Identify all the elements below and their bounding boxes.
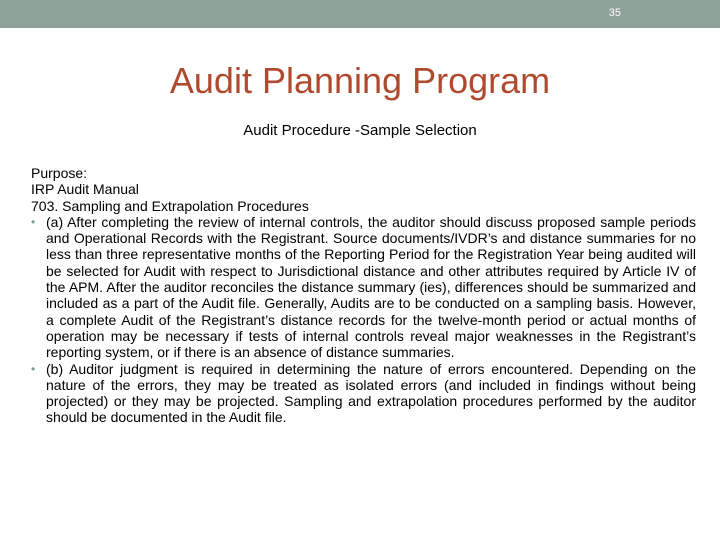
slide-subtitle: Audit Procedure -Sample Selection [243,122,477,139]
bullet-dot-icon: • [31,214,36,229]
top-bar [0,0,720,28]
section-heading: 703. Sampling and Extrapolation Procedures [31,197,309,214]
purpose-label: Purpose: [31,165,88,181]
bullet-item [31,361,696,426]
manual-name: IRP Audit Manual [31,181,139,198]
bullet-text-a: (a) After completing the review of internal controls, the auditor should discuss proposed sample periods and Operational Records with the Registrant. Source documents/IVDR’s and distance summaries for no less than three representative months of the Reporting Period for the Registration Year being audited will be selected for Audit with respect to Jurisdictional distance and other attributes required by Article IV of the APM. After the auditor reconciles the distance summary (ies), differences should be summarized and included as a part of the Audit file. Generally, Audits are to be conducted on a sampling basis. However, a complete Audit of the Registrant’s distance records for the twelve-month period or actual months of operation may be necessary if tests of internal controls reveal major weaknesses in the Registrant’s reporting system, or if there is an absence of distance summaries. [46,213,696,361]
slide-title: Audit Planning Program [169,60,551,101]
slide-body [31,165,696,426]
bullet-item [31,214,696,361]
bullet-text-b: (b) Auditor judgment is required in determining the nature of errors encountered. Depending on the nature of the errors, they may be treated as isolated errors (and included in findings without being projected) or they may be projected. Sampling and extrapolation procedures performed by the auditor should be documented in the Audit file. [46,360,696,426]
slide-number: 35 [608,7,621,19]
bullet-list [31,214,696,426]
bullet-dot-icon: • [31,361,36,376]
